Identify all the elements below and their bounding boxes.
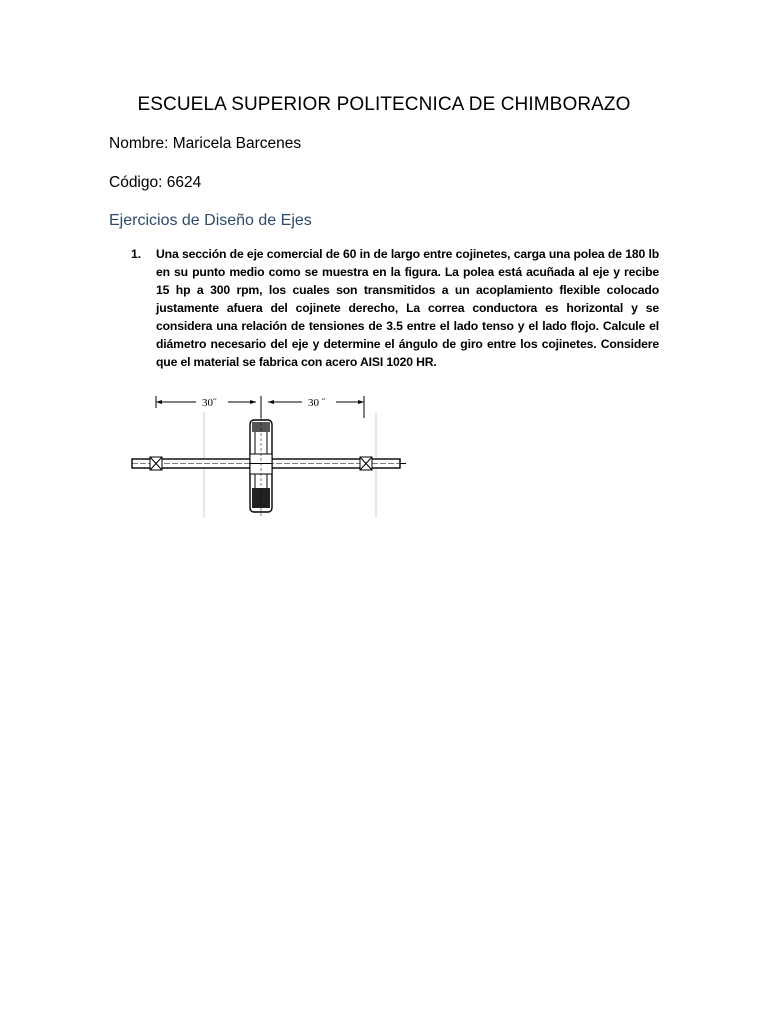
pulley [250,418,272,516]
exercise-item [131,245,659,371]
arrow-left-start [156,400,162,404]
left-bearing [150,457,162,470]
dimension-lines [156,396,364,418]
exercise-number: 1. [131,247,142,261]
dimension-left-label: 30˝ [202,397,217,409]
right-bearing [360,457,372,470]
dimension-right-label: 30 ˝ [308,397,326,409]
page-title: ESCUELA SUPERIOR POLITECNICA DE CHIMBORAZO [137,94,631,115]
exercise-text: Una sección de eje comercial de 60 in de largo entre cojinetes, carga una polea de 180 lb en su punto medio como se muestra en la figura. La polea está acuñada al eje y recibe 15 hp a 300 rpm, los cuales son transmitidos a un acoplamiento flexible colocado justamente afuera del cojinete derecho, La correa conductora es horizontal y se considera una relación de tensiones de 3.5 entre el lado tenso y el lado flojo. Calcule el diámetro necesario del eje y determine el ángulo de giro entre los cojinetes. Considere que el material se fabrica con acero AISI 1020 HR. [156,247,659,369]
arrow-right-start [268,400,274,404]
arrow-left-end [250,400,256,404]
arrow-right-end [358,400,364,404]
student-name: Nombre: Maricela Barcenes [109,135,302,152]
student-code: Código: 6624 [109,174,202,191]
section-heading: Ejercicios de Diseño de Ejes [109,212,312,229]
shaft-pulley-drawing [128,388,408,520]
shaft-pulley-figure [128,388,408,520]
